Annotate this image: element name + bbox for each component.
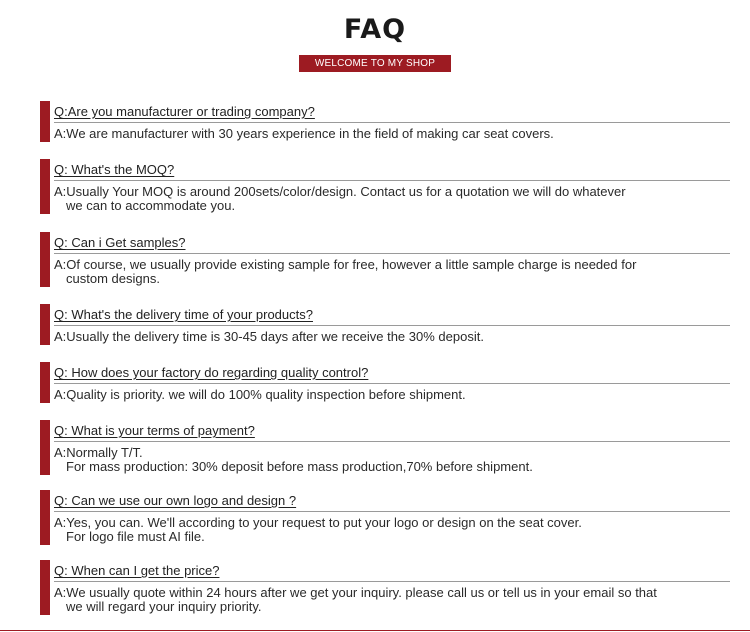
page-title: FAQ	[343, 14, 407, 45]
answer-line: we can to accommodate you.	[66, 198, 236, 213]
faq-question: Q: What is your terms of payment?	[54, 423, 255, 438]
faq-question: Q: What's the MOQ?	[54, 162, 175, 177]
answer-line: A:Of course, we usually provide existing sample for free, however a little sample charge is needed for	[54, 257, 637, 272]
divider	[54, 581, 730, 582]
faq-answer	[54, 586, 657, 614]
faq-answer	[54, 330, 484, 344]
divider	[54, 511, 730, 512]
accent-bar	[40, 560, 50, 615]
faq-question: Q: What's the delivery time of your products?	[54, 307, 313, 322]
faq-answer	[54, 516, 582, 544]
welcome-banner: WELCOME TO MY SHOP	[299, 55, 451, 72]
answer-line: we will regard your inquiry priority.	[66, 599, 262, 614]
divider	[54, 253, 730, 254]
answer-line: A:Yes, you can. We'll according to your request to put your logo or design on the seat cover.	[54, 515, 582, 530]
divider	[54, 325, 730, 326]
faq-answer	[54, 388, 466, 402]
bottom-divider	[0, 630, 750, 631]
faq-answer	[54, 258, 636, 286]
accent-bar	[40, 362, 50, 403]
faq-answer	[54, 127, 554, 141]
faq-question: Q: When can I get the price?	[54, 563, 220, 578]
divider	[54, 383, 730, 384]
answer-line: A:Quality is priority. we will do 100% quality inspection before shipment.	[54, 387, 466, 402]
answer-line: A:Usually Your MOQ is around 200sets/color/design. Contact us for a quotation we will do whatever	[54, 184, 626, 199]
answer-line: For logo file must AI file.	[66, 529, 205, 544]
divider	[54, 180, 730, 181]
divider	[54, 122, 730, 123]
answer-line: A:Normally T/T.	[54, 445, 143, 460]
faq-question: Q: Can i Get samples?	[54, 235, 186, 250]
faq-answer	[54, 446, 533, 474]
accent-bar	[40, 490, 50, 545]
faq-question: Q:Are you manufacturer or trading company?	[54, 104, 315, 119]
faq-question: Q: How does your factory do regarding quality control?	[54, 365, 369, 380]
divider	[54, 441, 730, 442]
accent-bar	[40, 304, 50, 345]
accent-bar	[40, 101, 50, 142]
answer-line: A:We are manufacturer with 30 years experience in the field of making car seat covers.	[54, 126, 554, 141]
answer-line: For mass production: 30% deposit before mass production,70% before shipment.	[66, 459, 533, 474]
accent-bar	[40, 232, 50, 287]
accent-bar	[40, 159, 50, 214]
faq-answer	[54, 185, 626, 213]
answer-line: A:We usually quote within 24 hours after we get your inquiry. please call us or tell us in your email so that	[54, 585, 657, 600]
faq-question: Q: Can we use our own logo and design ?	[54, 493, 297, 508]
answer-line: A:Usually the delivery time is 30-45 days after we receive the 30% deposit.	[54, 329, 484, 344]
accent-bar	[40, 420, 50, 475]
answer-line: custom designs.	[66, 271, 160, 286]
